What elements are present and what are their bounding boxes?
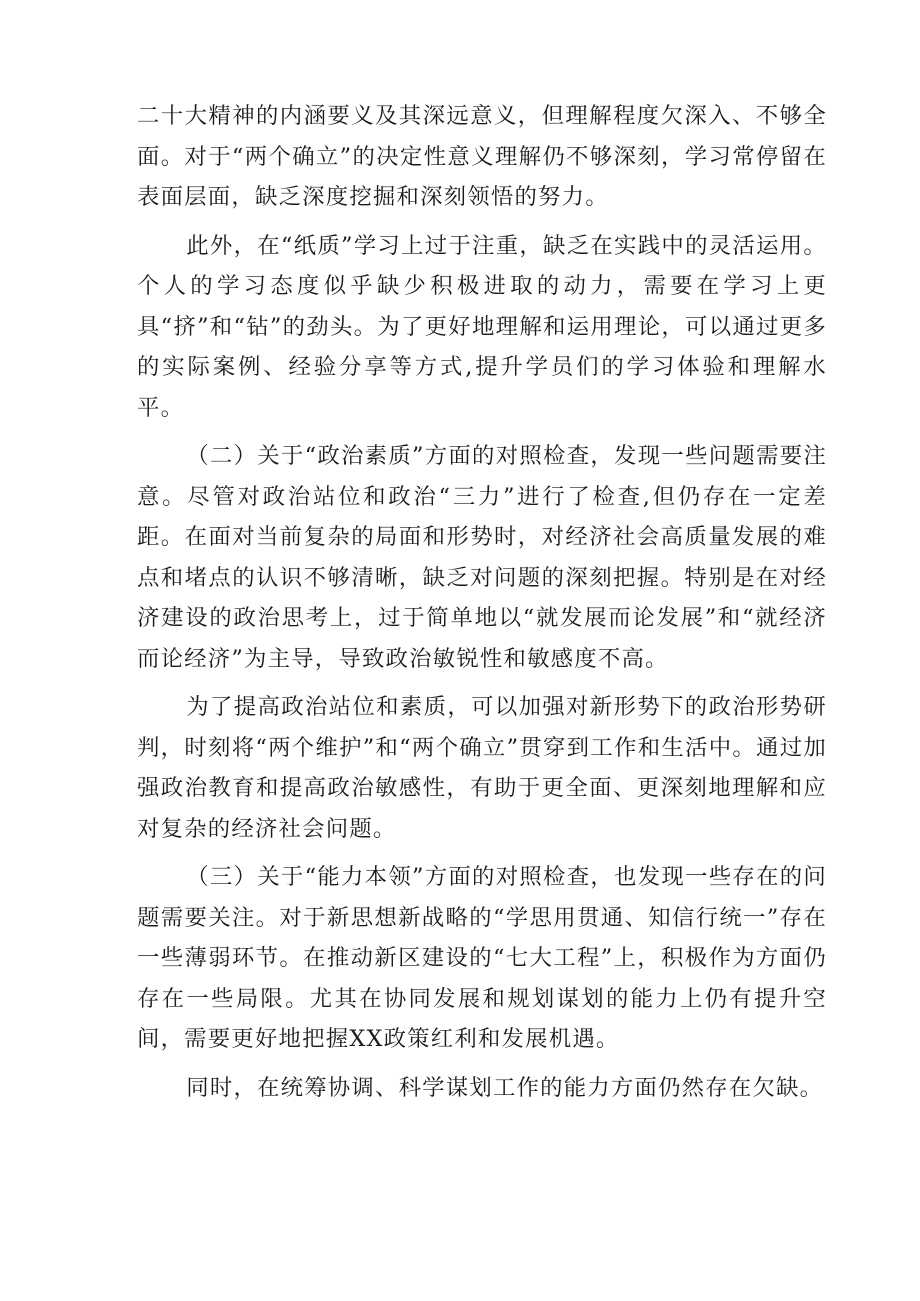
paragraph-4: 为了提高政治站位和素质，可以加强对新形势下的政治形势研判，时刻将“两个维护”和“两个确立”贯穿到工作和生活中。通过加强政治教育和提高政治敏感性，有助于更全面、更深刻地理解和应对复杂的经济社会问题。 xyxy=(137,694,827,842)
paragraph-3: （二）关于“政治素质”方面的对照检查，发现一些问题需要注意。尽管对政治站位和政治“三力”进行了检查,但仍存在一定差距。在面对当前复杂的局面和形势时，对经济社会高质量发展的难点和堵点的认识不够清晰，缺乏对问题的深刻把握。特别是在对经济建设的政治思考上，过于简单地以“就发展而论发展”和“就经济而论经济”为主导，导致政治敏锐性和敏感度不高。 xyxy=(137,443,827,672)
paragraph-2: 此外，在“纸质”学习上过于注重，缺乏在实践中的灵活运用。个人的学习态度似乎缺少积极进取的动力，需要在学习上更具“挤”和“钻”的劲头。为了更好地理解和运用理论，可以通过更多的实际案例、经验分享等方式,提升学员们的学习体验和理解水平。 xyxy=(137,232,827,421)
paragraph-5: （三）关于“能力本领”方面的对照检查，也发现一些存在的问题需要关注。对于新思想新战略的“学思用贯通、知信行统一”存在一些薄弱环节。在推动新区建设的“七大工程”上，积极作为方面仍存在一些局限。尤其在协同发展和规划谋划的能力上仍有提升空间，需要更好地把握XX政策红利和发展机遇。 xyxy=(137,864,827,1052)
paragraph-1: 二十大精神的内涵要义及其深远意义，但理解程度欠深入、不够全面。对于“两个确立”的决定性意义理解仍不够深刻，学习常停留在表面层面，缺乏深度挖掘和深刻领悟的努力。 xyxy=(137,103,827,210)
paragraph-6: 同时，在统筹协调、科学谋划工作的能力方面仍然存在欠缺。 xyxy=(186,1074,824,1101)
document-page xyxy=(137,96,827,1116)
